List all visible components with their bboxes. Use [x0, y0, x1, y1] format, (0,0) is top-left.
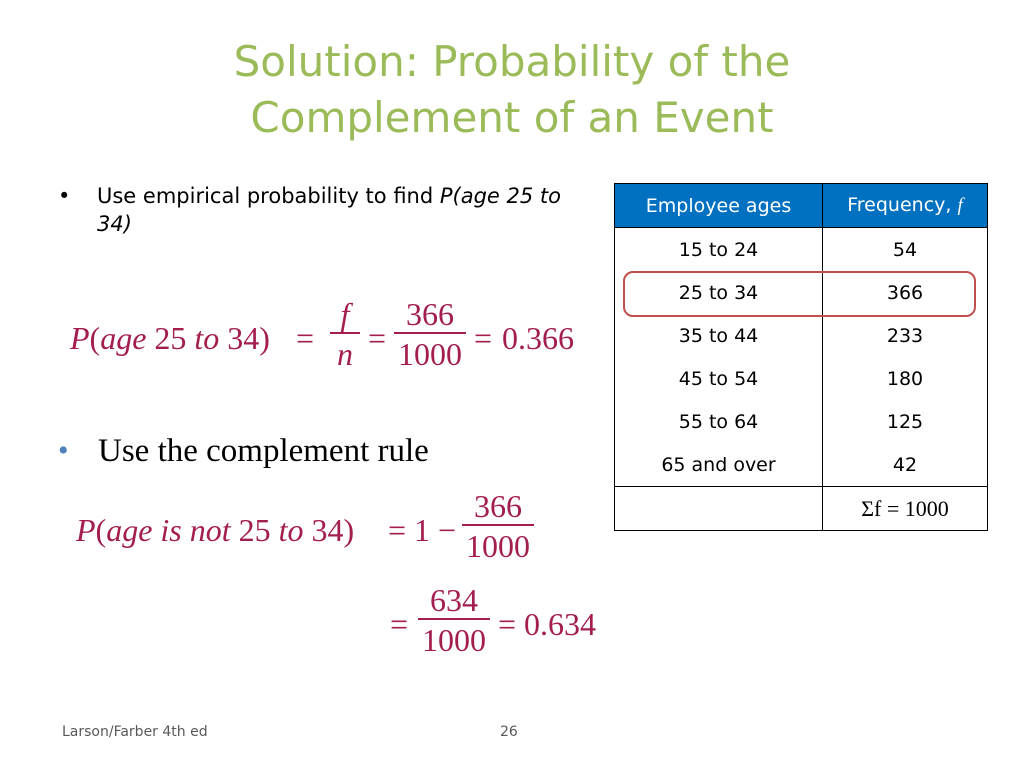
title-line-2: Complement of an Event	[250, 93, 774, 142]
header-employee-ages: Employee ages	[615, 184, 823, 228]
eq2-frac2-1000: 1000	[422, 622, 486, 658]
cell-frequency: 125	[823, 400, 988, 443]
row-highlight-outline	[623, 271, 976, 317]
eq1-34: 34)	[227, 320, 270, 356]
eq1-equals-2: =	[368, 320, 387, 356]
bullet-text: Use the complement rule	[98, 433, 429, 469]
bullet-marker-blue: •	[58, 434, 69, 467]
cell-frequency: 42	[823, 443, 988, 487]
eq1-to: to	[194, 320, 220, 356]
eq2-frac-634-1000	[418, 582, 490, 660]
cell-frequency: 180	[823, 357, 988, 400]
eq2-result: = 0.634	[498, 606, 597, 642]
cell-frequency: 54	[823, 228, 988, 272]
equation-empirical	[70, 294, 590, 386]
cell-sum-frequency: Σf = 1000	[823, 487, 988, 531]
cell-age: 65 and over	[615, 443, 823, 487]
eq1-frac-366: 366	[406, 296, 454, 332]
eq1-open: (	[89, 320, 101, 356]
eq1-frac-f: f	[340, 296, 350, 332]
eq2-one-minus: = 1 −	[388, 512, 457, 548]
eq2-to: to	[278, 512, 304, 548]
bullet-text-plain: Use empirical probability to find	[97, 184, 440, 208]
table-sum-row	[615, 487, 988, 531]
cell-age: 45 to 54	[615, 357, 823, 400]
header-frequency	[823, 184, 988, 228]
eq1-frac-n: n	[337, 336, 353, 372]
eq2-frac-366: 366	[474, 488, 522, 524]
eq2-frac-634: 634	[430, 582, 478, 618]
eq2-frac-366-1000	[462, 488, 534, 566]
eq1-frac-366-1000	[394, 296, 466, 374]
eq1-equals-3: =	[474, 320, 493, 356]
eq1-frac-f-n	[330, 296, 360, 374]
table-row	[615, 357, 988, 400]
table-row	[615, 400, 988, 443]
table-row	[615, 228, 988, 272]
eq2-34: 34)	[311, 512, 355, 548]
bullet-text	[97, 182, 597, 238]
eq2-25: 25	[238, 512, 271, 548]
bullet-text-italic: P(age 25 to 34)	[97, 184, 562, 236]
equation-complement: P(age is not 25 to 34) = 1 − 366 1000 = 634 1000 = 0.634	[76, 488, 597, 658]
cell-frequency: 233	[823, 314, 988, 357]
cell-age: 35 to 44	[615, 314, 823, 357]
eq1-frac-1000: 1000	[398, 336, 462, 372]
eq1-p: P	[70, 320, 90, 356]
eq2-frac-1000: 1000	[466, 528, 530, 564]
table-header-row	[615, 184, 988, 228]
header-frequency-f: f	[957, 195, 963, 216]
slide-title	[100, 34, 924, 146]
cell-age: 55 to 64	[615, 400, 823, 443]
cell-frequency: 366	[823, 271, 988, 314]
page-number: 26	[500, 724, 518, 740]
frequency-table	[614, 183, 988, 531]
header-frequency-label: Frequency,	[847, 194, 958, 216]
eq2-line2-equals: =	[390, 606, 409, 642]
eq1-25: 25	[154, 320, 187, 356]
eq1-equals-1: =	[296, 320, 315, 356]
eq1-age: age	[100, 320, 147, 356]
eq2-age-is-not: age is not	[106, 512, 231, 548]
title-line-1: Solution: Probability of the	[233, 37, 791, 86]
bullet-marker: •	[58, 184, 71, 208]
table-row	[615, 314, 988, 357]
eq2-p: P	[76, 512, 96, 548]
table-row	[615, 443, 988, 487]
cell-sum-empty	[615, 487, 823, 531]
cell-age: 15 to 24	[615, 228, 823, 272]
eq1-result: 0.366	[502, 320, 574, 356]
cell-age: 25 to 34	[615, 271, 823, 314]
footer-source: Larson/Farber 4th ed	[62, 724, 208, 740]
